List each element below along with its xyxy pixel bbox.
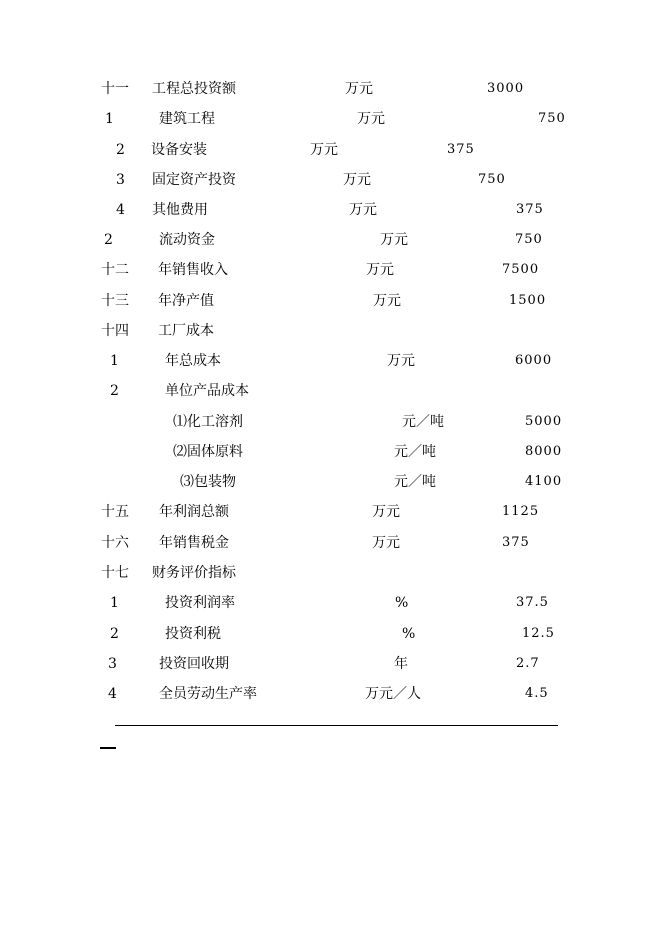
table-row xyxy=(0,380,662,402)
table-row xyxy=(0,350,662,372)
row-item: 投资利润率 xyxy=(165,595,235,611)
row-number: 十七 xyxy=(101,565,129,581)
row-unit: 万元 xyxy=(372,535,400,551)
row-item: 建筑工程 xyxy=(159,111,215,127)
row-number: 1 xyxy=(110,353,119,369)
row-item: 其他费用 xyxy=(152,202,208,218)
row-value: 375 xyxy=(516,202,544,217)
row-value: 750 xyxy=(538,111,566,126)
row-unit: 万元 xyxy=(345,81,373,97)
row-unit: 万元 xyxy=(373,293,401,309)
row-value: 750 xyxy=(515,232,543,247)
row-item: 设备安装 xyxy=(151,142,207,158)
row-number: 2 xyxy=(110,626,119,642)
table-row xyxy=(0,501,662,523)
row-number: 3 xyxy=(108,656,117,672)
row-item: 年总成本 xyxy=(165,353,221,369)
row-unit: 元／吨 xyxy=(394,444,436,460)
table-row xyxy=(0,562,662,584)
row-number: 3 xyxy=(116,172,125,188)
row-item: ⑴化工溶剂 xyxy=(173,414,243,430)
row-value: 12.5 xyxy=(522,626,555,641)
row-item: 工厂成本 xyxy=(158,323,214,339)
table-row xyxy=(0,532,662,554)
row-number: 十二 xyxy=(101,262,129,278)
row-value: 4100 xyxy=(525,474,563,489)
row-unit: 万元 xyxy=(310,142,338,158)
row-item: 投资回收期 xyxy=(159,656,229,672)
row-value: 1500 xyxy=(509,293,547,308)
table-row xyxy=(0,320,662,342)
row-value: 3000 xyxy=(487,81,525,96)
table-row xyxy=(0,623,662,645)
table-row xyxy=(0,139,662,161)
row-unit: 元／吨 xyxy=(394,474,436,490)
row-number: 2 xyxy=(104,232,113,248)
row-unit: % xyxy=(402,626,416,642)
row-item: 年销售税金 xyxy=(159,535,229,551)
row-value: 2.7 xyxy=(516,656,540,671)
table-row xyxy=(0,653,662,675)
row-unit: 年 xyxy=(394,656,408,672)
row-number: 4 xyxy=(116,202,125,218)
table-row xyxy=(0,229,662,251)
table-row xyxy=(0,592,662,614)
table-row xyxy=(0,169,662,191)
row-unit: 万元 xyxy=(372,504,400,520)
table-row xyxy=(0,290,662,312)
row-item: 财务评价指标 xyxy=(152,565,236,581)
row-value: 750 xyxy=(478,172,506,187)
row-item: ⑶包装物 xyxy=(180,474,236,490)
row-value: 5000 xyxy=(525,414,563,429)
row-item: 年销售收入 xyxy=(158,262,228,278)
table-bottom-rule xyxy=(115,725,558,726)
row-value: 37.5 xyxy=(516,595,549,610)
row-value: 6000 xyxy=(515,353,553,368)
row-item: 投资利税 xyxy=(165,626,221,642)
table-row xyxy=(0,411,662,433)
row-value: 7500 xyxy=(502,262,540,277)
row-number: 4 xyxy=(108,686,117,702)
table-row xyxy=(0,259,662,281)
row-number: 十三 xyxy=(101,293,129,309)
row-number: 十五 xyxy=(101,504,129,520)
row-unit: 万元 xyxy=(357,111,385,127)
row-item: 单位产品成本 xyxy=(165,383,249,399)
row-value: 8000 xyxy=(525,444,563,459)
table-row xyxy=(0,683,662,705)
row-item: 年利润总额 xyxy=(159,504,229,520)
row-item: ⑵固体原料 xyxy=(173,444,243,460)
row-item: 流动资金 xyxy=(159,232,215,248)
row-value: 375 xyxy=(447,142,475,157)
row-number: 1 xyxy=(105,111,114,127)
row-unit: 万元 xyxy=(343,172,371,188)
row-value: 375 xyxy=(502,535,530,550)
row-number: 十六 xyxy=(101,535,129,551)
row-unit: 元／吨 xyxy=(402,414,444,430)
table-row xyxy=(0,78,662,100)
footnote-mark xyxy=(100,747,116,749)
table-row xyxy=(0,199,662,221)
row-number: 2 xyxy=(110,383,119,399)
row-unit: % xyxy=(395,595,409,611)
row-unit: 万元 xyxy=(387,353,415,369)
row-number: 十四 xyxy=(101,323,129,339)
row-number: 2 xyxy=(116,142,125,158)
row-item: 工程总投资额 xyxy=(152,81,236,97)
row-item: 全员劳动生产率 xyxy=(159,686,257,702)
row-unit: 万元 xyxy=(366,262,394,278)
table-row xyxy=(0,441,662,463)
row-value: 1125 xyxy=(502,504,540,519)
row-unit: 万元 xyxy=(349,202,377,218)
row-number: 十一 xyxy=(101,81,129,97)
table-row xyxy=(0,471,662,493)
row-unit: 万元 xyxy=(380,232,408,248)
row-item: 固定资产投资 xyxy=(152,172,236,188)
row-item: 年净产值 xyxy=(158,293,214,309)
row-unit: 万元／人 xyxy=(365,686,421,702)
row-value: 4.5 xyxy=(525,686,549,701)
table-row xyxy=(0,108,662,130)
row-number: 1 xyxy=(110,595,119,611)
